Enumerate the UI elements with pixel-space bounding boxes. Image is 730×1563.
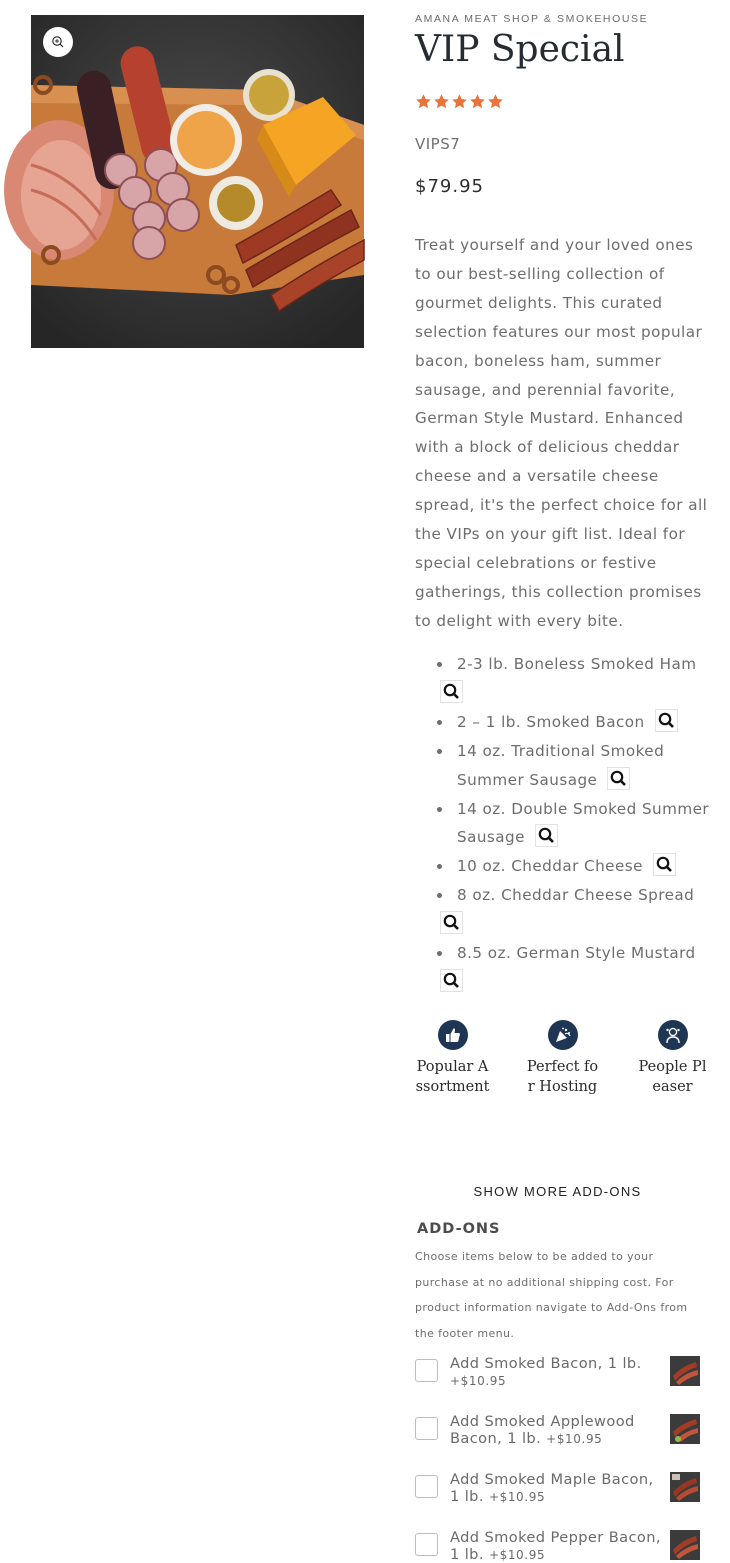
- addon-name: Add Smoked Maple Bacon, 1 lb.: [450, 1471, 654, 1505]
- star-icon: [487, 93, 504, 110]
- contents-list: [435, 650, 717, 997]
- content-item-label: 8.5 oz. German Style Mustard: [457, 944, 696, 963]
- star-icon: [451, 93, 468, 110]
- item-zoom-button[interactable]: [535, 824, 558, 847]
- star-icon: [469, 93, 486, 110]
- addon-checkbox[interactable]: [415, 1475, 438, 1498]
- list-item: [435, 737, 717, 795]
- addon-name: Add Smoked Bacon, 1 lb.: [450, 1355, 642, 1372]
- show-more-addons-button[interactable]: SHOW MORE ADD-ONS: [473, 1184, 642, 1199]
- item-zoom-button[interactable]: [607, 767, 630, 790]
- highlight-people: [635, 1020, 710, 1097]
- highlight-popular: [415, 1020, 490, 1097]
- addon-checkbox[interactable]: [415, 1359, 438, 1382]
- list-item: [435, 795, 717, 853]
- magnifier-icon: [441, 681, 462, 702]
- list-item: [435, 650, 717, 708]
- list-item: [435, 881, 717, 939]
- addon-name: Add Smoked Applewood Bacon, 1 lb.: [450, 1413, 635, 1447]
- highlight-label: Perfect for Hosting: [526, 1059, 599, 1095]
- product-image[interactable]: [31, 15, 364, 348]
- addon-price: +$10.95: [488, 1489, 546, 1504]
- magnifier-icon: [441, 970, 462, 991]
- magnifier-icon: [608, 768, 629, 789]
- magnifier-icon: [654, 854, 675, 875]
- addon-name: Add Smoked Pepper Bacon, 1 lb.: [450, 1529, 661, 1563]
- content-item-label: 2 – 1 lb. Smoked Bacon: [457, 712, 645, 731]
- content-item-label: 2-3 lb. Boneless Smoked Ham: [457, 655, 697, 673]
- addon-price: +$10.95: [488, 1547, 546, 1562]
- item-zoom-button[interactable]: [653, 853, 676, 876]
- content-item-label: 8 oz. Cheddar Cheese Spread: [457, 886, 695, 905]
- highlight-label: People Pleaser: [638, 1059, 707, 1095]
- star-icon: [415, 93, 432, 110]
- rating-stars[interactable]: [415, 93, 504, 110]
- addon-price: +$10.95: [450, 1373, 507, 1388]
- highlight-hosting: [525, 1020, 600, 1097]
- thumbs-up-icon: [438, 1020, 468, 1050]
- zoom-in-icon: [51, 35, 65, 49]
- list-item: [435, 852, 717, 881]
- product-description: Treat yourself and your loved ones to our best-selling collection of gourmet delights. This curated selection features our most popular bacon, boneless ham, summer sausage, and perennial favorite, German Style Mustard. Enhanced with a block of delicious cheddar cheese and a versatile cheese spread, it's the perfect choice for all the VIPs on your gift list. Ideal for special celebrations or festive gatherings, this collection promises to delight with every bite.: [415, 236, 708, 630]
- addon-label: [450, 1414, 665, 1447]
- magnifier-icon: [441, 912, 462, 933]
- addon-thumbnail: [670, 1472, 700, 1502]
- item-zoom-button[interactable]: [440, 680, 463, 703]
- item-zoom-button[interactable]: [440, 969, 463, 992]
- star-icon: [433, 93, 450, 110]
- item-zoom-button[interactable]: [655, 709, 678, 732]
- item-zoom-button[interactable]: [440, 911, 463, 934]
- magnifier-icon: [656, 710, 677, 731]
- list-item: [435, 708, 717, 737]
- party-icon: [548, 1020, 578, 1050]
- addon-price: +$10.95: [546, 1431, 603, 1446]
- content-item-label: 14 oz. Double Smoked Summer Sausage: [457, 799, 710, 847]
- content-item-label: 14 oz. Traditional Smoked Summer Sausage: [457, 741, 665, 789]
- vendor-name: AMANA MEAT SHOP & SMOKEHOUSE: [415, 13, 649, 25]
- product-highlights: [415, 1020, 710, 1097]
- product-price: $79.95: [415, 176, 484, 197]
- addon-label: [450, 1356, 665, 1389]
- addon-thumbnail: [670, 1414, 700, 1444]
- magnifier-icon: [536, 825, 557, 846]
- addon-checkbox[interactable]: [415, 1417, 438, 1440]
- product-sku: VIPS7: [415, 135, 461, 153]
- highlight-label: Popular Assortment: [415, 1059, 490, 1095]
- person-icon: [658, 1020, 688, 1050]
- addon-label: [450, 1472, 665, 1505]
- product-photo: [31, 15, 364, 348]
- addons-note: Choose items below to be added to your purchase at no additional shipping cost. For product information navigate to Add-Ons from the footer menu.: [415, 1250, 688, 1340]
- product-title: VIP Special: [415, 29, 625, 70]
- content-item-label: 10 oz. Cheddar Cheese: [457, 857, 643, 876]
- addon-thumbnail: [670, 1356, 700, 1386]
- zoom-button[interactable]: [43, 27, 73, 57]
- addon-label: [450, 1530, 665, 1563]
- addon-thumbnail: [670, 1530, 700, 1560]
- addon-checkbox[interactable]: [415, 1533, 438, 1556]
- addons-title: ADD-ONS: [417, 1221, 501, 1237]
- list-item: [435, 939, 717, 997]
